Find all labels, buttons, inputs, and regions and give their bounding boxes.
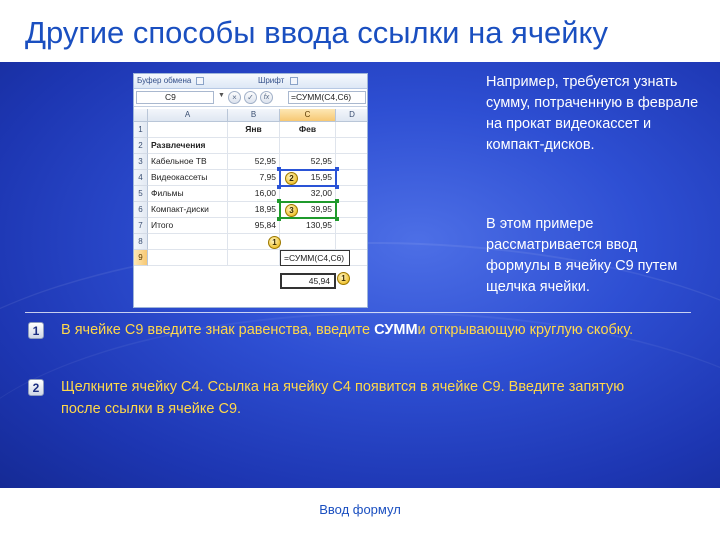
row-header-7[interactable]: 7 [134,218,148,234]
cell-c1[interactable]: Фев [280,122,336,138]
formula-enter-icon[interactable]: ✓ [244,91,257,104]
row-header-5[interactable]: 5 [134,186,148,202]
step-1-text-after: и открывающую круглую скобку. [417,322,634,338]
cell-d2[interactable] [336,138,368,154]
row-header-8[interactable]: 8 [134,234,148,250]
cell-a1[interactable] [148,122,228,138]
step-1-text [61,319,661,341]
column-header-c[interactable]: C [280,109,336,122]
cell-c8[interactable] [280,234,336,250]
cell-a2[interactable]: Развлечения [148,138,228,154]
formula-bar [134,89,367,107]
ref-handle[interactable] [277,185,281,189]
section-divider [25,312,691,313]
cell-c3[interactable]: 52,95 [280,154,336,170]
cell-c9-result: 45,94 [280,273,336,289]
example-note: В этом примере рассматривается ввод формулы в ячейку C9 путем щелчка ячейки. [486,216,678,295]
row-header-3[interactable]: 3 [134,154,148,170]
ref-handle[interactable] [335,199,339,203]
ribbon-font-label: Шрифт [258,76,285,85]
cell-b2[interactable] [228,138,280,154]
cell-a4[interactable]: Видеокассеты [148,170,228,186]
formula-cancel-icon[interactable]: × [228,91,241,104]
slide-content-area [0,62,720,488]
cell-b9[interactable] [228,250,280,266]
excel-ribbon [134,74,367,89]
cell-d3[interactable] [336,154,368,170]
ref-handle[interactable] [277,199,281,203]
cell-a5[interactable]: Фильмы [148,186,228,202]
row-header-9[interactable]: 9 [134,250,148,266]
name-box[interactable]: C9 [136,91,214,104]
step-1-function-name: СУММ [374,322,418,338]
callout-marker-1-result: 1 [337,272,350,285]
slide-title: Другие способы ввода ссылки на ячейку [25,15,608,50]
example-description: Например, требуется узнать сумму, потраченную в феврале на прокат видеокассет и компакт-дисков. [486,74,699,153]
callout-marker-2: 2 [285,172,298,185]
ref-handle[interactable] [277,167,281,171]
step-2-text: Щелкните ячейку C4. Ссылка на ячейку C4 появится в ячейке C9. Введите запятую после ссылки в ячейке C9. [61,379,625,417]
cell-c6[interactable]: 39,95 [280,202,336,218]
step-1-text-before: В ячейке C9 введите знак равенства, введите [61,322,375,338]
cell-d5[interactable] [336,186,368,202]
ref-handle[interactable] [335,185,339,189]
column-header-a[interactable]: A [148,109,228,122]
cell-b1[interactable]: Янв [228,122,280,138]
cell-c9-edit-formula[interactable]: =СУММ(C4,C6) [280,250,350,266]
slide-footer: Ввод формул [319,502,401,517]
cell-b6[interactable]: 18,95 [228,202,280,218]
cell-d7[interactable] [336,218,368,234]
cell-a9[interactable] [148,250,228,266]
ref-handle[interactable] [277,217,281,221]
row-header-4[interactable]: 4 [134,170,148,186]
font-dialog-launcher-icon[interactable] [290,77,298,85]
cell-a3[interactable]: Кабельное ТВ [148,154,228,170]
name-box-dropdown-icon[interactable]: ▼ [218,92,225,99]
callout-marker-1: 1 [268,236,281,249]
row-header-1[interactable]: 1 [134,122,148,138]
cell-c4[interactable]: 15,95 [280,170,336,186]
cell-c7[interactable]: 130,95 [280,218,336,234]
select-all-corner[interactable] [134,109,148,122]
row-header-6[interactable]: 6 [134,202,148,218]
cell-c2[interactable] [280,138,336,154]
callout-marker-3: 3 [285,204,298,217]
cell-a8[interactable] [148,234,228,250]
cell-d6[interactable] [336,202,368,218]
cell-b3[interactable]: 52,95 [228,154,280,170]
cell-a7[interactable]: Итого [148,218,228,234]
cell-b4[interactable]: 7,95 [228,170,280,186]
excel-screenshot [133,73,368,308]
cell-d8[interactable] [336,234,368,250]
step-number-1-icon: 1 [28,322,44,339]
cell-b7[interactable]: 95,84 [228,218,280,234]
formula-text[interactable]: =СУММ(C4,C6) [288,91,366,104]
insert-function-icon[interactable]: fx [260,91,273,104]
cell-d4[interactable] [336,170,368,186]
clipboard-dialog-launcher-icon[interactable] [196,77,204,85]
column-header-b[interactable]: B [228,109,280,122]
cell-d1[interactable] [336,122,368,138]
ref-handle[interactable] [335,217,339,221]
cell-c5[interactable]: 32,00 [280,186,336,202]
ribbon-clipboard-label: Буфер обмена [137,76,192,85]
ref-handle[interactable] [335,167,339,171]
row-header-2[interactable]: 2 [134,138,148,154]
cell-b5[interactable]: 16,00 [228,186,280,202]
column-header-d[interactable]: D [336,109,368,122]
step-number-2-icon: 2 [28,379,44,396]
cell-a6[interactable]: Компакт-диски [148,202,228,218]
